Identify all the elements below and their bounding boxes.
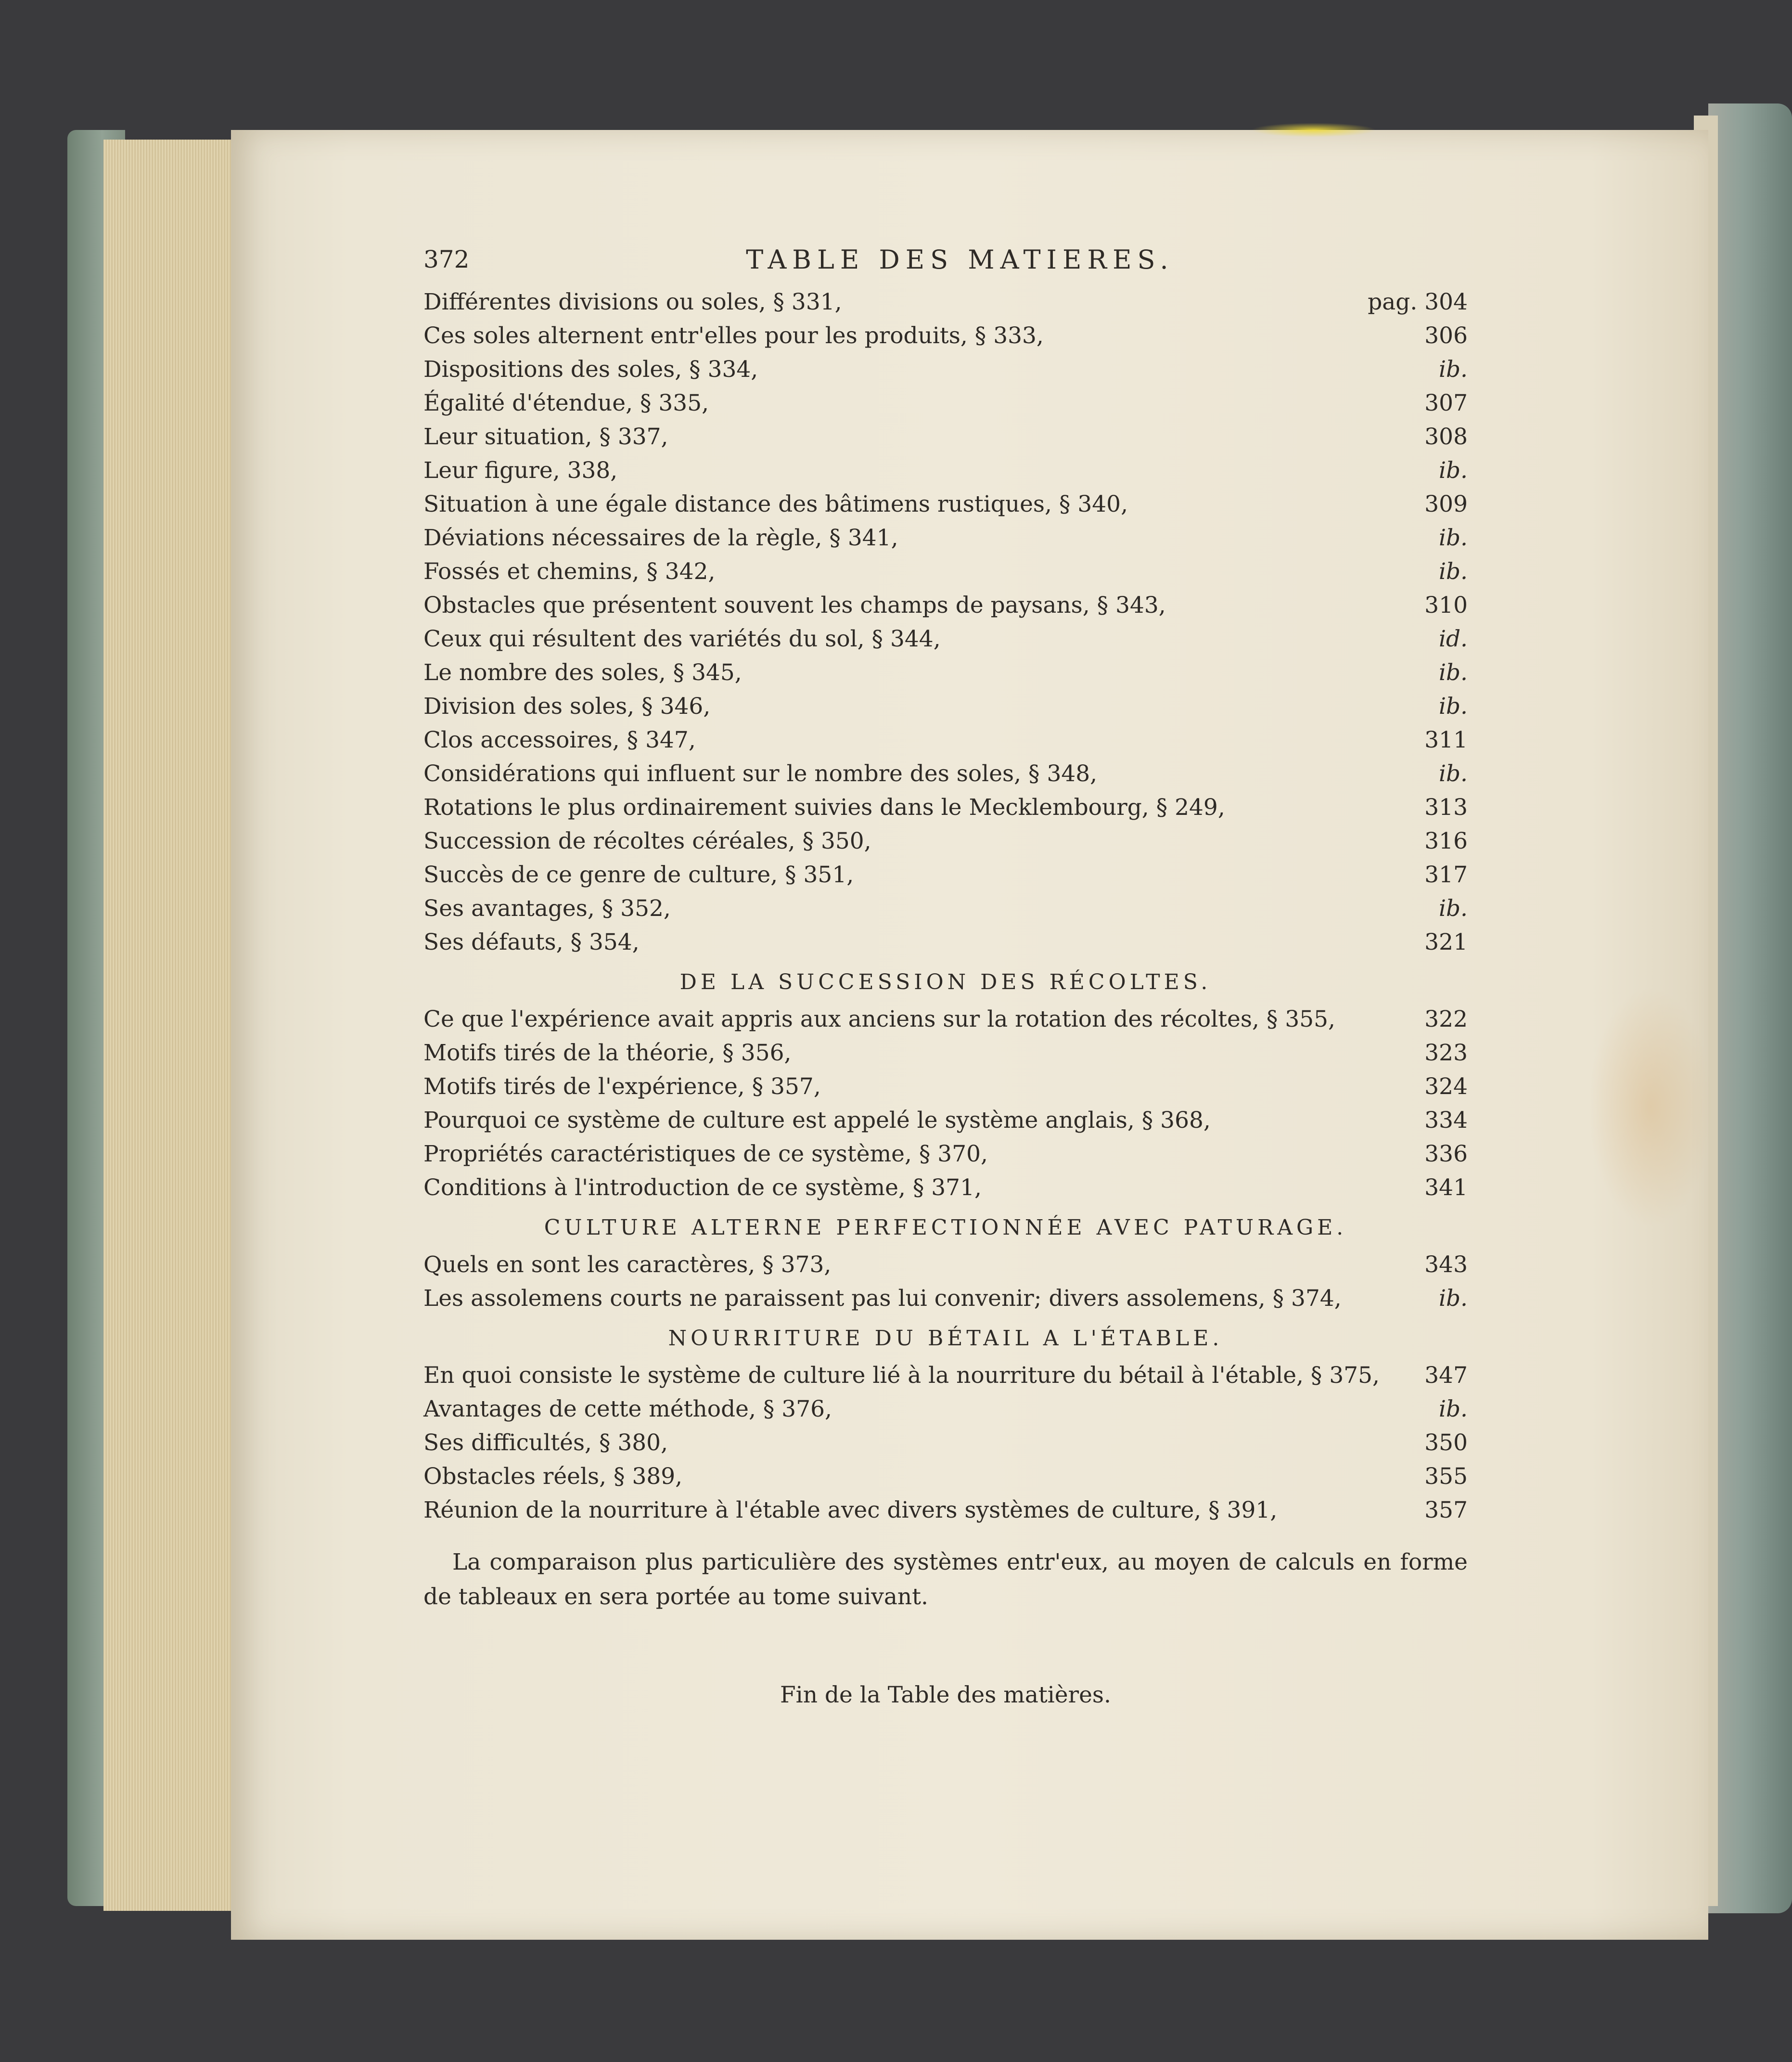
toc-entry-text: Propriétés caractéristiques de ce système, § 370, <box>423 1141 988 1167</box>
toc-entry-text: Ses défauts, § 354, <box>423 929 640 955</box>
toc-entry-page: 357 <box>1424 1497 1468 1523</box>
toc-entry-page: 313 <box>1424 794 1468 821</box>
toc-entry <box>423 659 1468 693</box>
page-edges-left <box>103 140 243 1911</box>
section-heading-culture-alterne: CULTURE ALTERNE PERFECTIONNÉE AVEC PATURAGE. <box>544 1215 1347 1240</box>
toc-entry-text: Déviations nécessaires de la règle, § 341, <box>423 525 898 551</box>
toc-entry-page: 308 <box>1424 424 1468 450</box>
toc-entry-text: Dispositions des soles, § 334, <box>423 356 758 383</box>
toc-entry-page: ib. <box>1438 659 1468 686</box>
toc-entry-text: En quoi consiste le système de culture lié à la nourriture du bétail à l'étable, § 375, <box>423 1362 1380 1389</box>
toc-entry <box>423 929 1468 963</box>
toc-entry-text: Ceux qui résultent des variétés du sol, § 344, <box>423 626 941 652</box>
toc-entry-page: 347 <box>1424 1362 1468 1389</box>
toc-entry-text: Conditions à l'introduction de ce système, § 371, <box>423 1174 982 1201</box>
toc-entry-text: Ce que l'expérience avait appris aux anciens sur la rotation des récoltes, § 355, <box>423 1006 1335 1032</box>
toc-entry-page: 307 <box>1424 390 1468 416</box>
toc-entry-page: 311 <box>1424 727 1468 753</box>
toc-entry <box>423 760 1468 794</box>
toc-entry-page: ib. <box>1438 457 1468 484</box>
toc-entry <box>423 390 1468 424</box>
toc-section-c <box>423 1251 1468 1319</box>
toc-entry <box>423 1251 1468 1285</box>
toc-entry-text: Ses difficultés, § 380, <box>423 1430 668 1456</box>
toc-entry-text: Rotations le plus ordinairement suivies dans le Mecklembourg, § 249, <box>423 794 1225 821</box>
toc-entry <box>423 1107 1468 1141</box>
toc-entry <box>423 1006 1468 1040</box>
toc-entry-page: ib. <box>1438 1396 1468 1422</box>
toc-entry-page: 323 <box>1424 1040 1468 1066</box>
toc-entry <box>423 626 1468 659</box>
toc-section-b <box>423 1006 1468 1208</box>
toc-entry <box>423 356 1468 390</box>
section-heading-nourriture: NOURRITURE DU BÉTAIL A L'ÉTABLE. <box>668 1326 1223 1351</box>
toc-entry-text: Considérations qui influent sur le nombre des soles, § 348, <box>423 760 1098 787</box>
toc-entry <box>423 1497 1468 1531</box>
toc-entry-text: Le nombre des soles, § 345, <box>423 659 742 686</box>
toc-entry-text: Situation à une égale distance des bâtimens rustiques, § 340, <box>423 491 1128 517</box>
toc-entry <box>423 1141 1468 1174</box>
toc-entry-page: 316 <box>1424 828 1468 854</box>
toc-entry-text: Différentes divisions ou soles, § 331, <box>423 289 842 315</box>
toc-section-a <box>423 289 1468 963</box>
toc-entry-page: 350 <box>1424 1430 1468 1456</box>
toc-entry-text: Ses avantages, § 352, <box>423 895 671 922</box>
toc-entry-text: Réunion de la nourriture à l'étable avec divers systèmes de culture, § 391, <box>423 1497 1278 1523</box>
toc-entry-text: Ces soles alternent entr'elles pour les produits, § 333, <box>423 322 1044 349</box>
toc-entry <box>423 1285 1468 1319</box>
section-heading-succession: DE LA SUCCESSION DES RÉCOLTES. <box>679 970 1212 994</box>
toc-entry-page: 355 <box>1424 1463 1468 1490</box>
toc-entry-page: 322 <box>1424 1006 1468 1032</box>
toc-entry <box>423 794 1468 828</box>
foxing-stain <box>1588 987 1713 1227</box>
toc-entry <box>423 1073 1468 1107</box>
toc-entry-page: 324 <box>1424 1073 1468 1100</box>
toc-entry <box>423 1040 1468 1073</box>
toc-entry-text: Égalité d'étendue, § 335, <box>423 390 709 416</box>
toc-entry-text: Fossés et chemins, § 342, <box>423 558 716 585</box>
toc-entry-text: Leur situation, § 337, <box>423 424 668 450</box>
toc-entry-page: 306 <box>1424 322 1468 349</box>
toc-entry-page: id. <box>1438 626 1468 652</box>
toc-entry-page: 321 <box>1424 929 1468 955</box>
toc-entry-text: Avantages de cette méthode, § 376, <box>423 1396 832 1422</box>
toc-entry <box>423 289 1468 322</box>
toc-entry-text: Obstacles que présentent souvent les champs de paysans, § 343, <box>423 592 1166 619</box>
toc-entry-page: ib. <box>1438 693 1468 720</box>
toc-entry <box>423 1463 1468 1497</box>
toc-entry-page: ib. <box>1438 356 1468 383</box>
toc-entry <box>423 1362 1468 1396</box>
toc-entry-text: Succession de récoltes céréales, § 350, <box>423 828 871 854</box>
yellow-stain <box>1251 123 1376 137</box>
toc-entry-page: 341 <box>1424 1174 1468 1201</box>
toc-entry-page: 336 <box>1424 1141 1468 1167</box>
page-content <box>423 241 1468 1708</box>
toc-entry-page: pag. 304 <box>1368 289 1468 315</box>
toc-section-d <box>423 1362 1468 1531</box>
toc-entry-page: 309 <box>1424 491 1468 517</box>
toc-entry <box>423 828 1468 862</box>
toc-entry-page: 334 <box>1424 1107 1468 1134</box>
toc-entry <box>423 457 1468 491</box>
toc-entry-text: Les assolemens courts ne paraissent pas lui convenir; divers assolemens, § 374, <box>423 1285 1342 1312</box>
toc-entry-page: ib. <box>1438 760 1468 787</box>
toc-entry <box>423 592 1468 626</box>
toc-entry <box>423 1396 1468 1430</box>
toc-entry <box>423 1174 1468 1208</box>
toc-entry <box>423 525 1468 558</box>
toc-entry <box>423 862 1468 895</box>
toc-entry-page: ib. <box>1438 558 1468 585</box>
toc-entry-page: 317 <box>1424 862 1468 888</box>
toc-entry-text: Succès de ce genre de culture, § 351, <box>423 862 854 888</box>
book-cover-right <box>1708 103 1792 1913</box>
toc-entry <box>423 491 1468 525</box>
toc-entry <box>423 1430 1468 1463</box>
running-title: TABLE DES MATIERES. <box>746 245 1174 275</box>
page-number: 372 <box>423 245 470 273</box>
toc-entry-text: Clos accessoires, § 347, <box>423 727 696 753</box>
toc-entry-text: Quels en sont les caractères, § 373, <box>423 1251 832 1278</box>
toc-entry-page: ib. <box>1438 525 1468 551</box>
toc-entry-text: Obstacles réels, § 389, <box>423 1463 683 1490</box>
toc-entry-page: ib. <box>1438 895 1468 922</box>
page-header <box>423 241 1468 284</box>
toc-entry-text: Leur figure, 338, <box>423 457 618 484</box>
end-line: Fin de la Table des matières. <box>780 1682 1111 1708</box>
toc-entry <box>423 424 1468 457</box>
toc-entry-page: 310 <box>1424 592 1468 619</box>
toc-entry-page: ib. <box>1438 1285 1468 1312</box>
toc-entry <box>423 895 1468 929</box>
toc-entry <box>423 322 1468 356</box>
toc-entry <box>423 727 1468 760</box>
closing-note: La comparaison plus particulière des systèmes entr'eux, au moyen de calculs en forme de tableaux en sera portée au tome suivant. <box>423 1549 1468 1610</box>
toc-entry-text: Division des soles, § 346, <box>423 693 711 720</box>
toc-entry <box>423 558 1468 592</box>
toc-entry-text: Motifs tirés de l'expérience, § 357, <box>423 1073 821 1100</box>
toc-entry <box>423 693 1468 727</box>
toc-entry-page: 343 <box>1424 1251 1468 1278</box>
toc-entry-text: Motifs tirés de la théorie, § 356, <box>423 1040 792 1066</box>
toc-entry-text: Pourquoi ce système de culture est appelé le système anglais, § 368, <box>423 1107 1211 1134</box>
